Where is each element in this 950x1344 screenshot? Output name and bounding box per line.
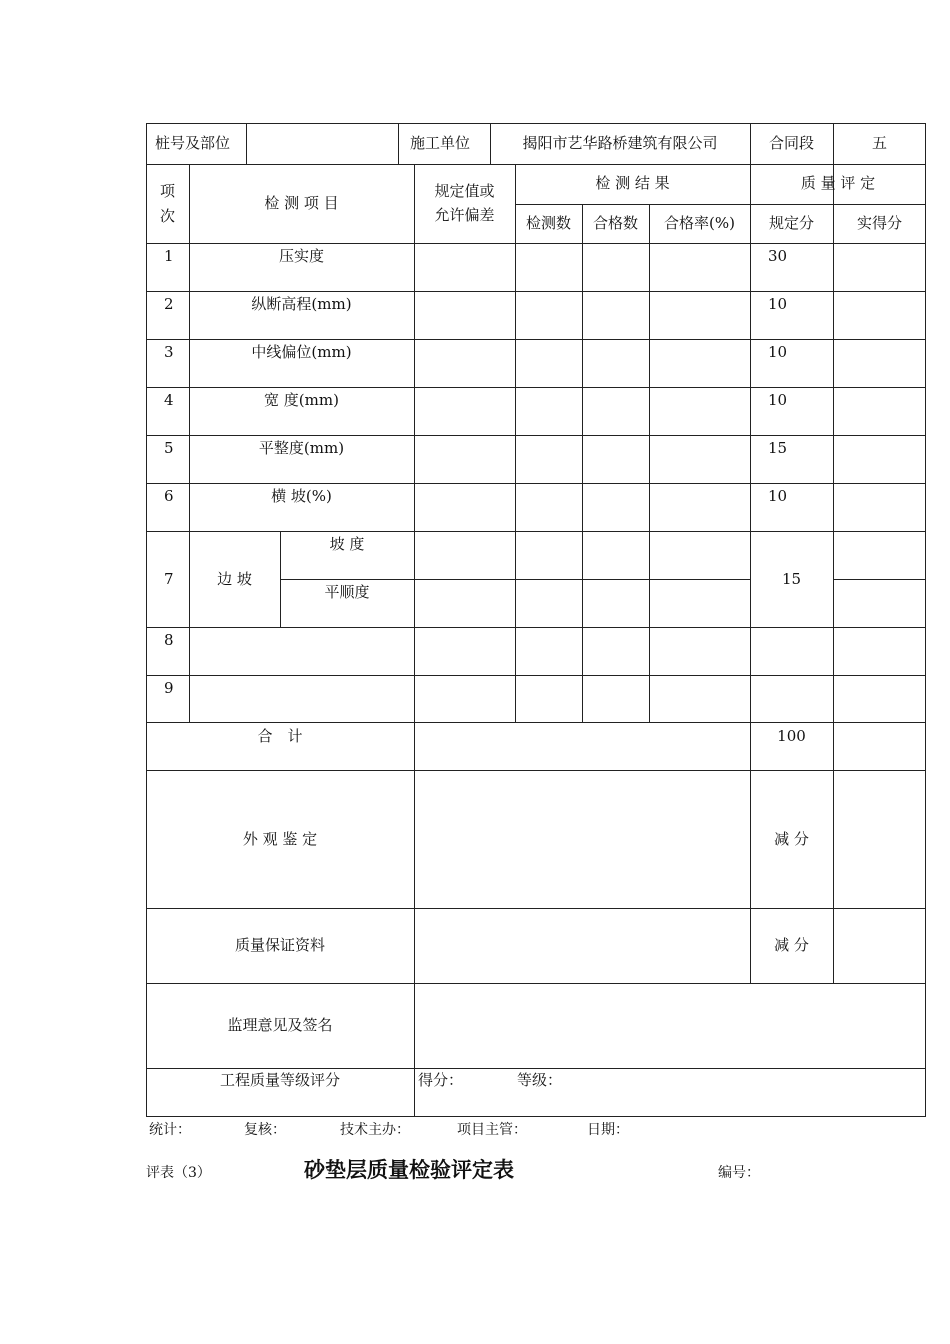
row-no: 1: [164, 247, 174, 265]
table-line: [515, 204, 926, 205]
table-line: [414, 164, 415, 1068]
slope-label: 边 坡: [217, 570, 252, 588]
row-item: 纵断高程(mm): [251, 295, 352, 313]
specified-score-header: 规定分: [768, 214, 814, 232]
table-line: [833, 164, 834, 983]
grade-score-label: 得分：: [418, 1071, 464, 1089]
appearance-deduct: 减 分: [774, 830, 809, 848]
item-no-header-a: 项: [159, 182, 175, 200]
row-item: 平整度(mm): [258, 439, 345, 457]
table-line: [833, 579, 926, 580]
appearance-label: 外 观 鉴 定: [242, 830, 318, 848]
form-number-label: 编号：: [718, 1165, 760, 1181]
sign-stats: 统计：: [149, 1122, 191, 1138]
row-score: 10: [768, 295, 788, 313]
table-line: [146, 483, 926, 484]
table-line: [146, 291, 926, 292]
table-line: [146, 675, 926, 676]
row-item: 中线偏位(mm): [251, 343, 352, 361]
row-no: 4: [164, 391, 174, 409]
form-title: 砂垫层质量检验评定表: [304, 1158, 514, 1182]
row-no: 8: [164, 631, 174, 649]
slope-no: 7: [164, 570, 174, 588]
table-line: [146, 531, 926, 532]
table-line: [414, 1068, 415, 1116]
passed-header: 合格数: [592, 214, 638, 232]
grade-label: 工程质量等级评分: [219, 1071, 340, 1089]
evaluation-header: 质 量 评 定: [800, 174, 876, 192]
sign-date: 日期：: [587, 1122, 629, 1138]
sign-tech: 技术主办：: [340, 1122, 410, 1138]
row-item: 横 坡(%): [271, 487, 332, 505]
table-line: [398, 123, 399, 164]
table-line: [582, 204, 583, 722]
table-line: [146, 1068, 926, 1069]
sign-manager: 项目主管：: [457, 1122, 527, 1138]
contractor-value: 揭阳市艺华路桥建筑有限公司: [522, 134, 718, 152]
tested-header: 检测数: [525, 214, 571, 232]
row-score: 10: [768, 487, 788, 505]
total-score: 100: [777, 727, 806, 745]
spec-header-a: 规定值或: [434, 182, 495, 200]
pass-rate-header: 合格率(%): [664, 214, 735, 232]
grade-level-label: 等级：: [517, 1071, 563, 1089]
table-line: [246, 123, 247, 164]
total-label: 合 计: [257, 727, 303, 745]
table-line: [146, 164, 926, 165]
row-no: 6: [164, 487, 174, 505]
quality-docs-label: 质量保证资料: [234, 936, 325, 954]
item-header: 检 测 项 目: [264, 194, 339, 212]
row-score: 10: [768, 391, 788, 409]
table-line: [146, 770, 926, 771]
actual-score-header: 实得分: [856, 214, 902, 232]
table-line: [146, 983, 926, 984]
form-code: 评表（3）: [146, 1165, 211, 1181]
row-item: 宽 度(mm): [264, 391, 339, 409]
supervision-label: 监理意见及签名: [227, 1016, 333, 1034]
quality-docs-deduct: 减 分: [774, 936, 809, 954]
slope-sub-gradient: 坡 度: [329, 535, 365, 553]
row-no: 9: [164, 679, 174, 697]
table-line: [515, 164, 516, 722]
location-label: 桩号及部位: [155, 134, 231, 152]
row-score: 15: [768, 439, 788, 457]
slope-sub-smoothness: 平顺度: [324, 583, 370, 601]
table-line: [146, 243, 926, 244]
row-score: 30: [768, 247, 788, 265]
section-value: 五: [871, 134, 887, 152]
spec-header-b: 允许偏差: [434, 206, 495, 224]
row-no: 5: [164, 439, 174, 457]
table-line: [146, 627, 926, 628]
slope-score: 15: [781, 570, 802, 588]
table-line: [146, 908, 926, 909]
row-score: 10: [768, 343, 788, 361]
row-item: 压实度: [278, 247, 324, 265]
item-no-header-b: 次: [159, 207, 175, 225]
row-no: 3: [164, 343, 174, 361]
sign-review: 复核：: [244, 1122, 286, 1138]
table-line: [649, 204, 650, 722]
table-line: [189, 627, 190, 722]
table-line: [146, 387, 926, 388]
result-header: 检 测 结 果: [595, 174, 670, 192]
row-no: 2: [164, 295, 174, 313]
form-table-border: [146, 123, 926, 1117]
table-line: [146, 339, 926, 340]
table-line: [146, 722, 926, 723]
table-line: [146, 435, 926, 436]
section-label: 合同段: [768, 134, 814, 152]
contractor-label: 施工单位: [410, 134, 471, 152]
